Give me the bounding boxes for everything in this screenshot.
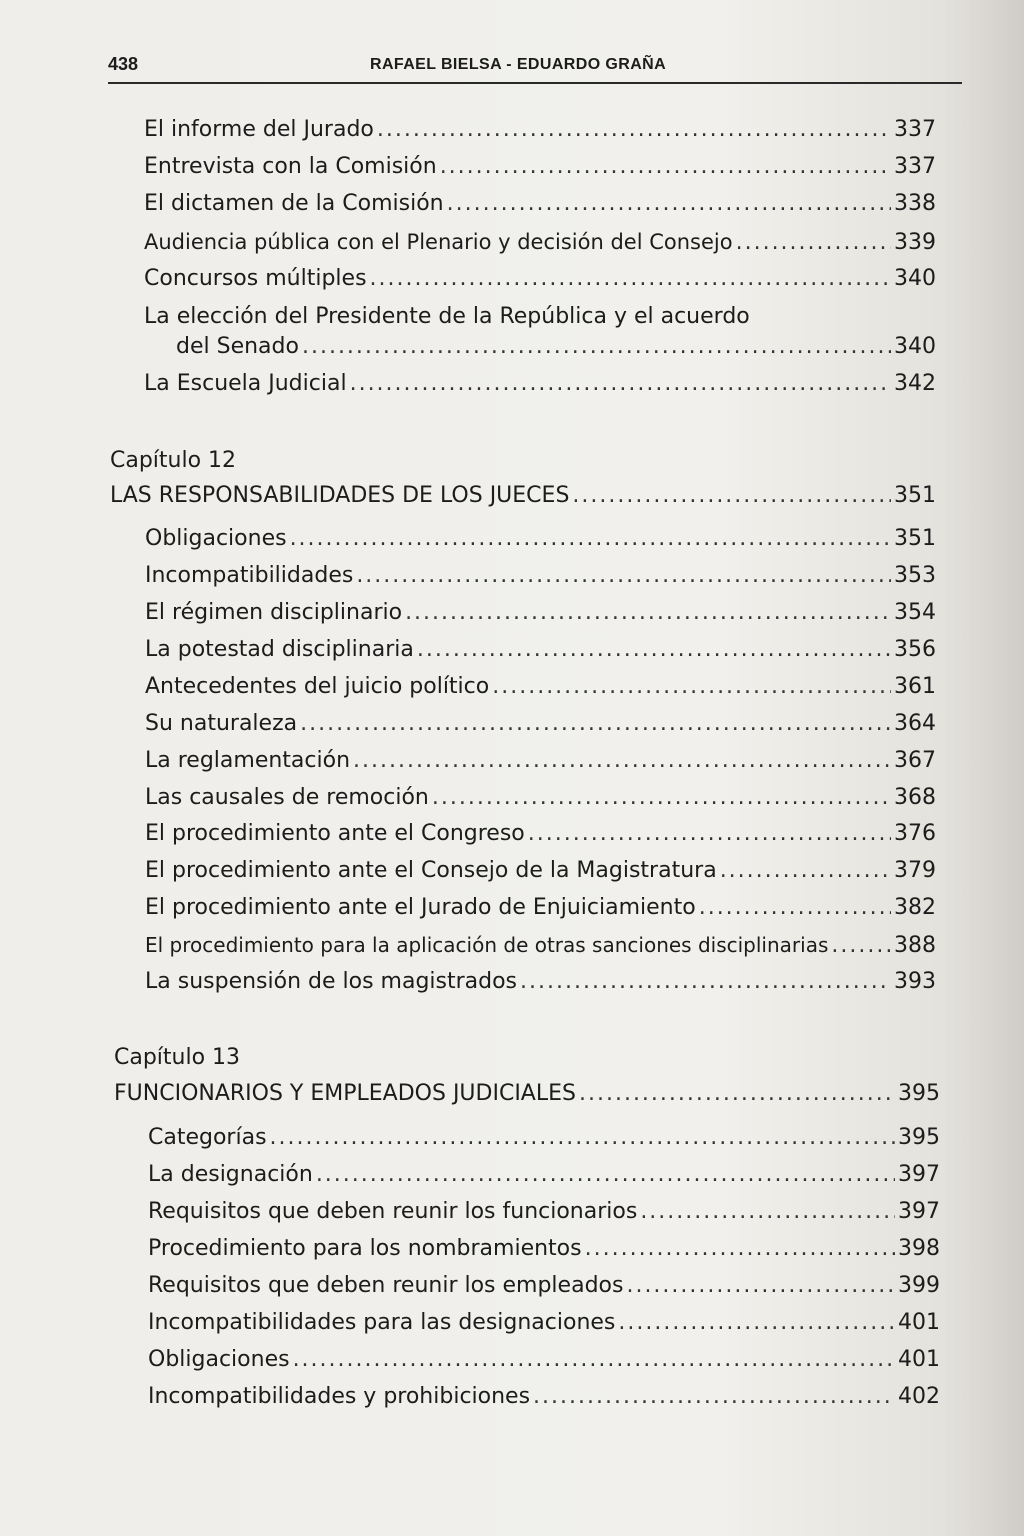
dot-leader [533, 1383, 895, 1411]
toc-entry-title: del Senado [176, 334, 299, 359]
toc-entry-title: El informe del Jurado [144, 117, 374, 142]
toc-entry-page: 379 [894, 858, 936, 883]
dot-leader [290, 525, 891, 553]
dot-leader [370, 265, 891, 293]
toc-entry [145, 820, 936, 848]
toc-entry [145, 636, 936, 664]
chapter-label: Capítulo 13 [114, 1045, 241, 1070]
dot-leader [377, 116, 891, 144]
toc-entry [148, 1272, 940, 1300]
toc-entry-page: 399 [898, 1273, 940, 1298]
dot-leader [492, 673, 891, 701]
toc-entry-page: 397 [898, 1162, 940, 1187]
toc-entry [148, 1161, 940, 1189]
dot-leader [350, 370, 891, 398]
toc-entry-page: 397 [898, 1199, 940, 1224]
toc-entry [144, 370, 936, 398]
toc-entry-title: El procedimiento ante el Congreso [145, 821, 525, 846]
chapter-title [114, 1080, 940, 1108]
dot-leader [447, 190, 891, 218]
toc-entry-page: 401 [898, 1347, 940, 1372]
dot-leader [585, 1235, 895, 1263]
toc-entry [145, 931, 936, 960]
toc-entry-title: El procedimiento para la aplicación de otras sanciones disciplinarias [145, 933, 829, 957]
toc-entry-page: 338 [894, 191, 936, 216]
dot-leader [440, 153, 891, 181]
toc-entry-title: Concursos múltiples [144, 266, 367, 291]
toc-entry-page: 364 [894, 711, 936, 736]
toc-entry-title: La Escuela Judicial [144, 371, 347, 396]
dot-leader [316, 1161, 895, 1189]
toc-entry-page: 340 [894, 334, 936, 359]
toc-entry [148, 1235, 940, 1263]
toc-entry [148, 1309, 940, 1337]
toc-entry-title: Las causales de remoción [145, 785, 429, 810]
dot-leader [618, 1309, 895, 1337]
toc-entry-title: La designación [148, 1162, 313, 1187]
toc-entry [148, 1383, 940, 1411]
dot-leader [579, 1080, 895, 1108]
toc-entry [144, 116, 936, 144]
toc-entry-title: Incompatibilidades y prohibiciones [148, 1384, 531, 1409]
toc-entry-page: 339 [894, 230, 936, 255]
dot-leader [353, 747, 891, 775]
toc-entry-page: 393 [894, 969, 936, 994]
chapter-label: Capítulo 12 [110, 448, 237, 473]
toc-entry-title: La elección del Presidente de la República y el acuerdo [144, 304, 750, 329]
chapter-title-text: LAS RESPONSABILIDADES DE LOS JUECES [110, 483, 570, 508]
dot-leader [640, 1198, 895, 1226]
dot-leader [520, 968, 891, 996]
toc-entry-page: 401 [898, 1310, 940, 1335]
toc-entry [145, 710, 936, 738]
toc-entry [145, 857, 936, 885]
dot-leader [356, 562, 891, 590]
toc-entry-title: Incompatibilidades [145, 563, 354, 588]
toc-entry-page: 395 [898, 1125, 940, 1150]
toc-entry [144, 153, 936, 181]
toc-entry-title: Obligaciones [145, 526, 287, 551]
toc-entry [145, 562, 936, 590]
toc-entry-title: Su naturaleza [145, 711, 298, 736]
toc-entry-title: Requisitos que deben reunir los empleados [148, 1273, 624, 1298]
toc-entry-title: Requisitos que deben reunir los funcionarios [148, 1199, 638, 1224]
dot-leader [432, 784, 891, 812]
toc-entry-title: La suspensión de los magistrados [145, 969, 518, 994]
toc-entry-page: 337 [894, 117, 936, 142]
toc-entry-page: 367 [894, 748, 936, 773]
toc-entry [145, 525, 936, 553]
dot-leader [736, 229, 891, 257]
toc-entry-title: El régimen disciplinario [145, 600, 403, 625]
page-number: 438 [108, 54, 139, 74]
chapter-title-text: FUNCIONARIOS Y EMPLEADOS JUDICIALES [114, 1081, 576, 1106]
toc-entry-page: 368 [894, 785, 936, 810]
toc-entry-page: 354 [894, 600, 936, 625]
toc-entry-page: 353 [894, 563, 936, 588]
toc-entry [148, 1198, 940, 1226]
toc-entry-title: Audiencia pública con el Plenario y decisión del Consejo [144, 230, 733, 254]
toc-entry [145, 747, 936, 775]
dot-leader [528, 820, 891, 848]
toc-entry-title: Obligaciones [148, 1347, 290, 1372]
toc-entry-title: Procedimiento para los nombramientos [148, 1236, 582, 1261]
dot-leader [699, 894, 891, 922]
toc-entry-page: 376 [894, 821, 936, 846]
toc-entry [145, 673, 936, 701]
dot-leader [831, 932, 891, 960]
toc-entry [144, 265, 936, 293]
toc-entry [144, 190, 936, 218]
toc-entry [145, 599, 936, 627]
toc-entry-title: Incompatibilidades para las designaciones [148, 1310, 616, 1335]
dot-leader [417, 636, 891, 664]
running-header-authors: RAFAEL BIELSA - EDUARDO GRAÑA [370, 56, 667, 73]
toc-entry-page: 351 [894, 526, 936, 551]
toc-entry-page: 337 [894, 154, 936, 179]
toc-entry [145, 968, 936, 996]
toc-entry-title: La reglamentación [145, 748, 351, 773]
toc-entry-title: El dictamen de la Comisión [144, 191, 444, 216]
toc-entry-page: 398 [898, 1236, 940, 1261]
running-header [108, 54, 962, 84]
toc-entry-page: 342 [894, 371, 936, 396]
toc-entry-page: 356 [894, 637, 936, 662]
toc-entry [145, 784, 936, 812]
toc-entry-title: El procedimiento ante el Jurado de Enjuiciamiento [145, 895, 696, 920]
dot-leader [293, 1346, 895, 1374]
toc-entry [176, 333, 936, 361]
toc-entry [148, 1124, 940, 1152]
dot-leader [270, 1124, 895, 1152]
toc-entry [145, 894, 936, 922]
toc-entry-title: Antecedentes del juicio político [145, 674, 490, 699]
toc-entry-page: 388 [894, 933, 936, 958]
dot-leader [300, 710, 891, 738]
toc-entry-page: 402 [898, 1384, 940, 1409]
dot-leader [720, 857, 891, 885]
dot-leader [626, 1272, 895, 1300]
dot-leader [572, 482, 891, 510]
dot-leader [302, 333, 891, 361]
chapter-title-page: 351 [894, 483, 936, 508]
toc-entry [148, 1346, 940, 1374]
toc-entry-page: 340 [894, 266, 936, 291]
toc-entry-title: La potestad disciplinaria [145, 637, 414, 662]
toc-entry-title: Categorías [148, 1125, 267, 1150]
dot-leader [405, 599, 891, 627]
chapter-title-page: 395 [898, 1081, 940, 1106]
chapter-title [110, 482, 936, 510]
toc-entry-page: 361 [894, 674, 936, 699]
toc-entry-title: El procedimiento ante el Consejo de la Magistratura [145, 858, 717, 883]
toc-entry-page: 382 [894, 895, 936, 920]
toc-entry-title: Entrevista con la Comisión [144, 154, 437, 179]
toc-entry [144, 228, 936, 257]
